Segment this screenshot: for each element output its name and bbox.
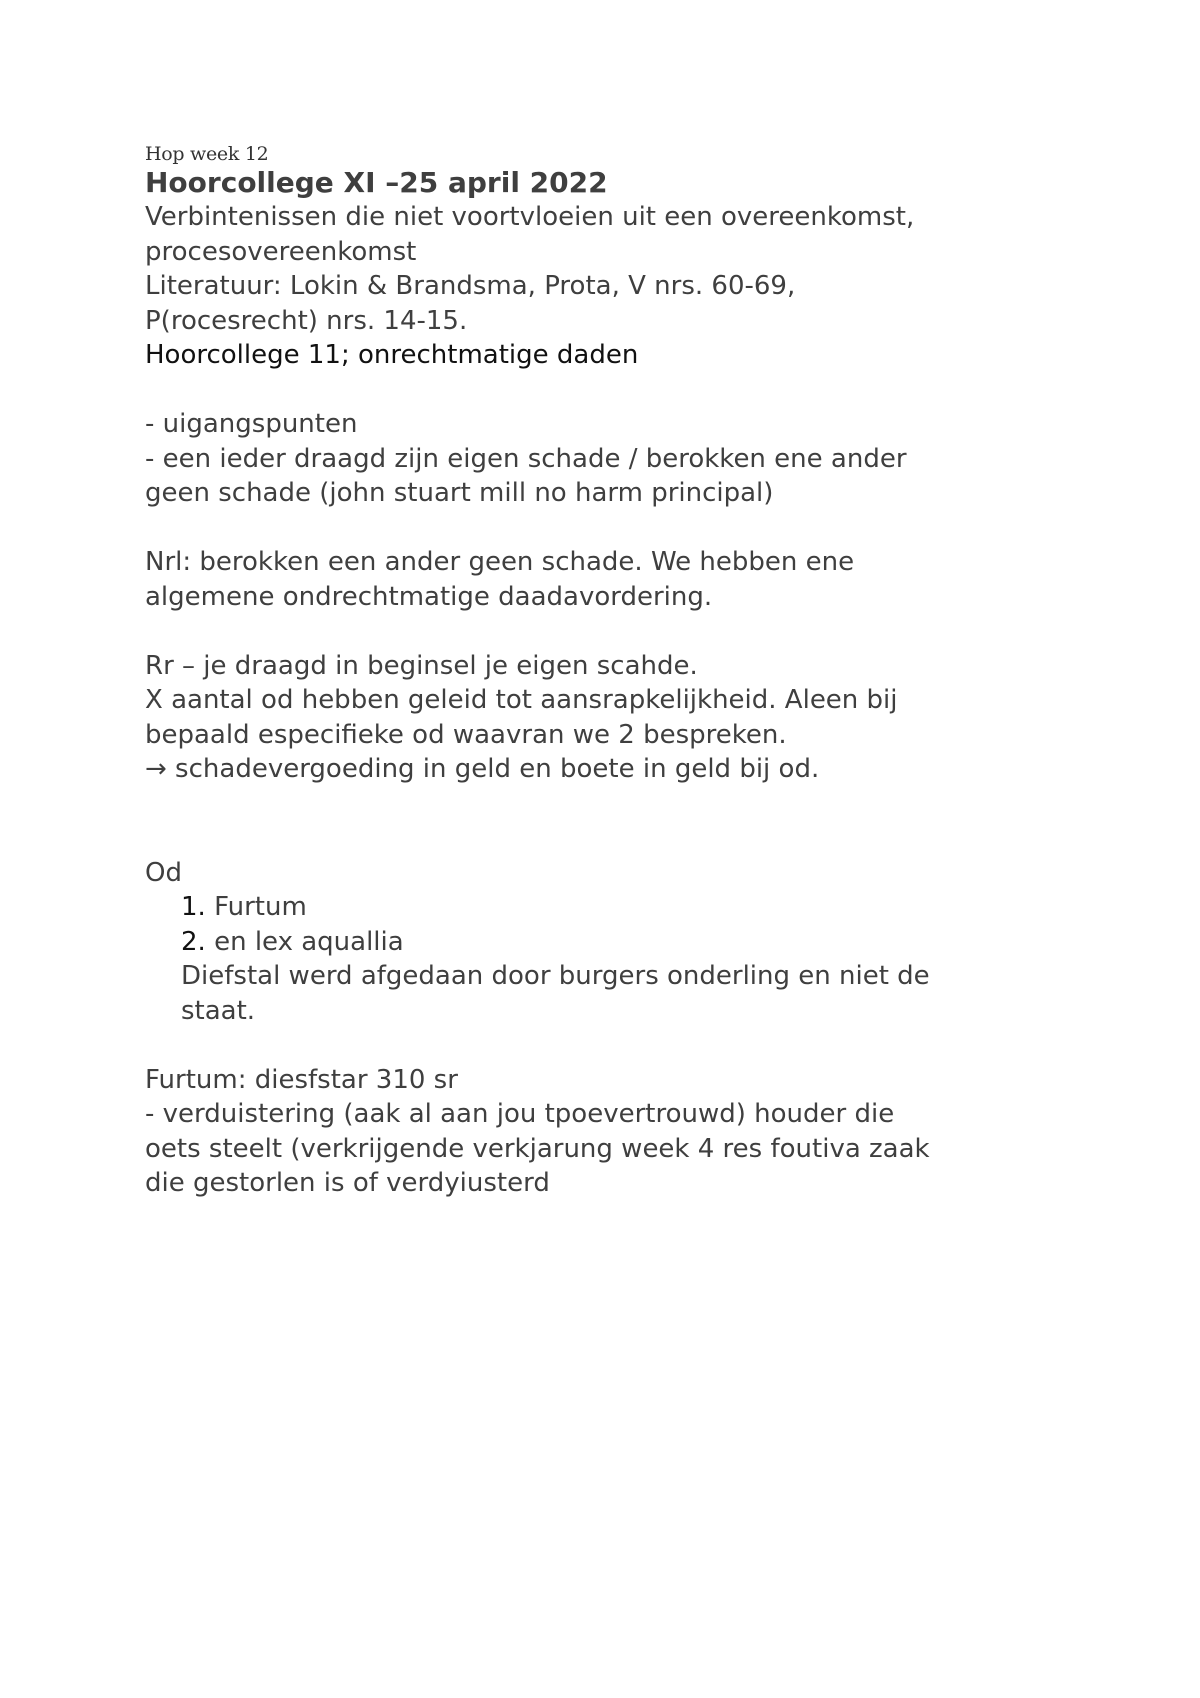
text-line: bepaald especifieke od waavran we 2 bespreken. — [145, 719, 787, 750]
list-number: 1. — [181, 892, 206, 922]
document-page — [145, 140, 1065, 1201]
blank-line — [145, 373, 1065, 408]
text-line: - verduistering (aak al aan jou tpoevertrouwd) houder die — [145, 1099, 895, 1129]
text-line: X aantal od hebben geleid tot aansrapkelijkheid. Aleen bij — [145, 685, 898, 715]
list-item — [145, 925, 1065, 960]
subtitle-line: procesovereenkomst — [145, 236, 417, 267]
text-line: geen schade (john stuart mill no harm principal) — [145, 478, 774, 508]
od-note-line: staat. — [181, 995, 256, 1026]
document-title: Hoorcollege XI –25 april 2022 — [145, 166, 608, 199]
text-line: Rr – je draagd in beginsel je eigen scahde. — [145, 650, 698, 681]
od-heading: Od — [145, 857, 182, 888]
text-line: algemene ondrechtmatige daadavordering. — [145, 581, 713, 612]
arrow-right-icon: → — [145, 754, 167, 784]
literature-line: P(rocesrecht) nrs. 14-15. — [145, 305, 468, 336]
blank-line — [145, 821, 1065, 856]
blank-line — [145, 1028, 1065, 1063]
blank-line — [145, 511, 1065, 546]
text-line: oets steelt (verkrijgende verkjarung week 4 res foutiva zaak — [145, 1133, 930, 1164]
blank-line — [145, 614, 1065, 649]
lecture-heading: Hoorcollege 11; onrechtmatige daden — [145, 340, 639, 370]
text-line: - een ieder draagd zijn eigen schade / berokken ene ander — [145, 443, 907, 474]
od-note-line: Diefstal werd afgedaan door burgers onderling en niet de — [181, 961, 930, 991]
list-item-text: en lex aquallia — [205, 926, 404, 957]
list-item — [145, 890, 1065, 925]
list-number: 2. — [181, 926, 206, 957]
arrow-line — [145, 752, 1065, 787]
text-line: die gestorlen is of verdyiusterd — [145, 1168, 550, 1198]
od-list — [145, 890, 1065, 959]
text-line: Furtum: diesfstar 310 sr — [145, 1064, 458, 1095]
blank-line — [145, 787, 1065, 822]
list-item-text: Furtum — [205, 892, 307, 922]
arrow-line-text: schadevergoeding in geld en boete in geld bij od. — [166, 754, 820, 784]
text-line: - uigangspunten — [145, 409, 358, 439]
text-line: Nrl: berokken een ander geen schade. We hebben ene — [145, 547, 855, 577]
document-header: Hop week 12 — [145, 143, 269, 165]
subtitle-line: Verbintenissen die niet voortvloeien uit een overeenkomst, — [145, 202, 915, 232]
literature-line: Literatuur: Lokin & Brandsma, Prota, V nrs. 60-69, — [145, 271, 796, 301]
